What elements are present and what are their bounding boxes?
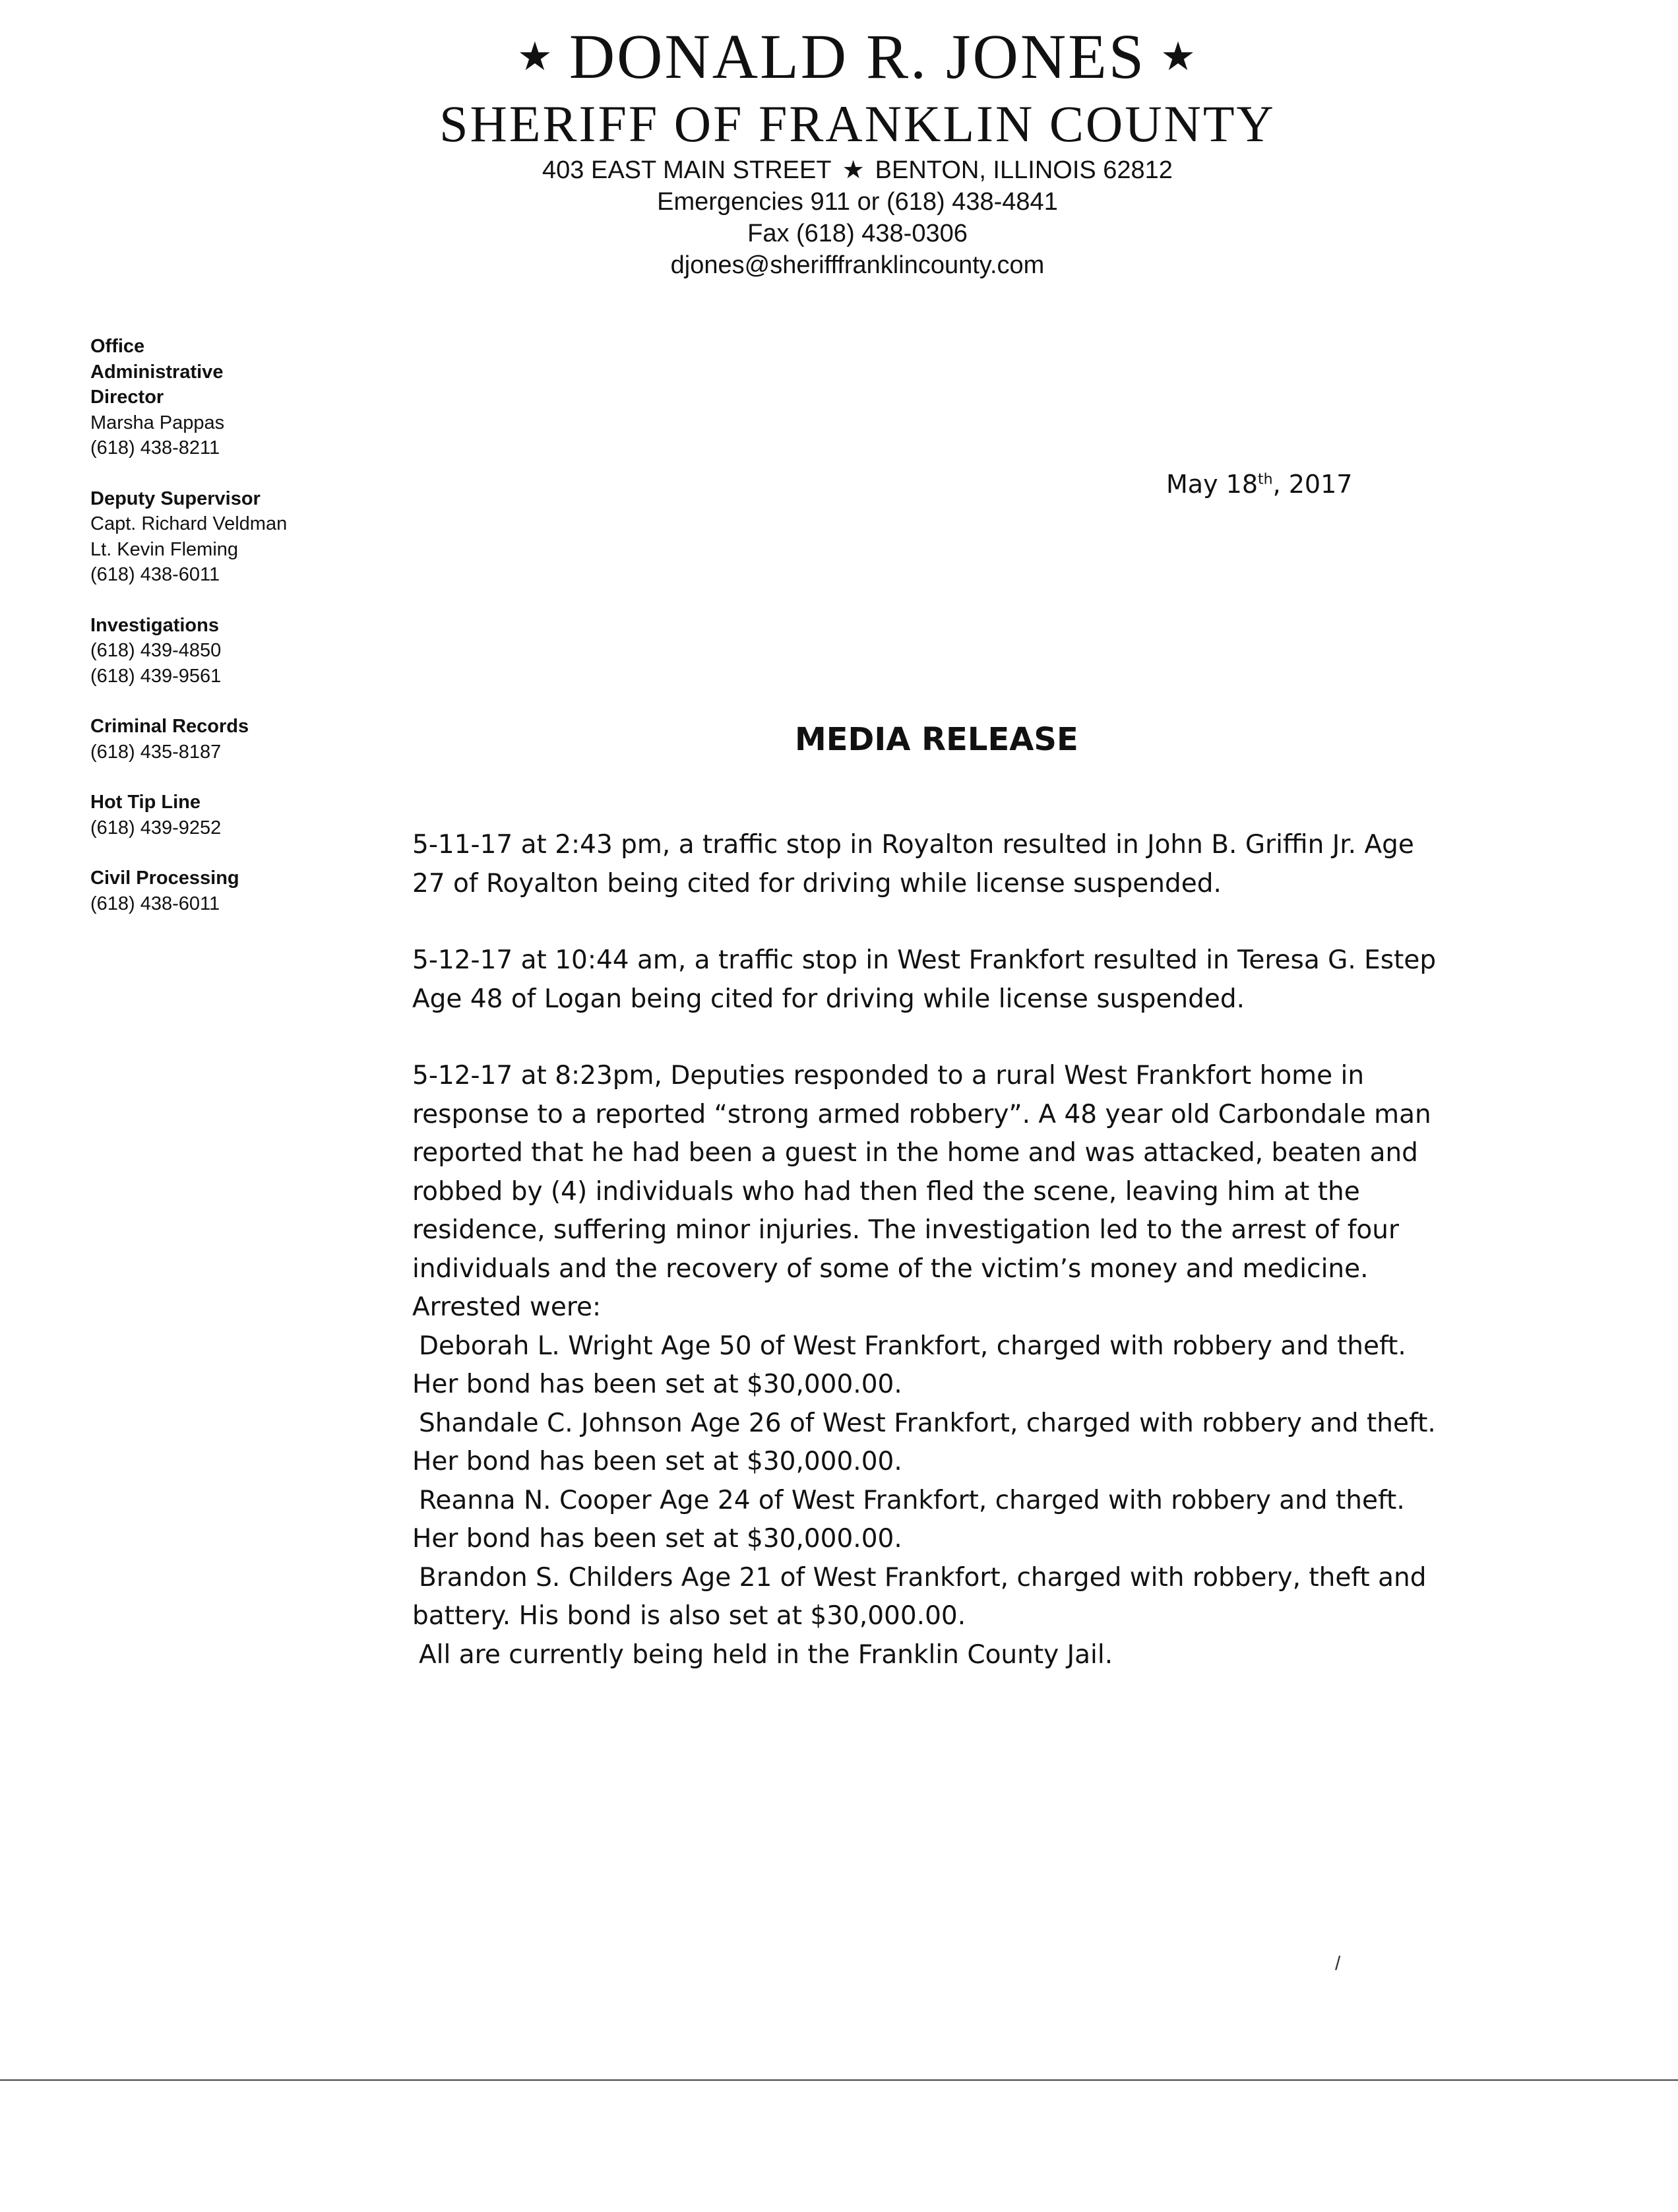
arrestee-bond: battery. His bond is also set at $30,000.00. xyxy=(412,1601,966,1631)
release-paragraph: 5-12-17 at 10:44 am, a traffic stop in West Frankfort resulted in Teresa G. Estep Age 48 of Logan being cited for driving while license suspended. xyxy=(412,945,1437,1014)
arrestee-line: Deborah L. Wright Age 50 of West Frankfort, charged with robbery and theft. xyxy=(419,1331,1406,1361)
contact-detail: (618) 439-9561 xyxy=(90,665,222,687)
contact-heading: Hot Tip Line xyxy=(90,792,201,813)
arrestee-bond: Her bond has been set at $30,000.00. xyxy=(412,1447,902,1476)
release-date xyxy=(1166,470,1352,499)
star-icon: ★ xyxy=(842,156,865,184)
release-body xyxy=(412,826,1448,1674)
star-icon: ★ xyxy=(517,35,555,79)
contact-heading: Investigations xyxy=(90,614,219,636)
contact-detail: (618) 438-6011 xyxy=(90,564,220,585)
date-month-day: May 18 xyxy=(1166,470,1258,499)
arrestee-bond: Her bond has been set at $30,000.00. xyxy=(412,1370,902,1399)
star-icon: ★ xyxy=(1160,35,1198,79)
contact-heading: Office Administrative Director xyxy=(90,336,224,408)
contact-detail: (618) 438-8211 xyxy=(90,437,220,458)
letterhead xyxy=(369,20,1346,281)
arrestee-line: Shandale C. Johnson Age 26 of West Frankfort, charged with robbery and theft. xyxy=(419,1408,1436,1438)
sheriff-name: DONALD R. JONES xyxy=(569,21,1146,92)
contact-heading: Deputy Supervisor xyxy=(90,488,261,509)
closing-statement: All are currently being held in the Franklin County Jail. xyxy=(419,1639,1113,1670)
arrestee-line: Brandon S. Childers Age 21 of West Frankfort, charged with robbery, theft and xyxy=(419,1562,1427,1593)
contact-sidebar xyxy=(90,334,328,941)
contact-block xyxy=(90,714,328,765)
stray-mark: / xyxy=(1335,1953,1341,1975)
contact-block xyxy=(90,866,328,916)
release-paragraph: 5-12-17 at 8:23pm, Deputies responded to a rural West Frankfort home in response to a reported “strong armed robbery”. A 48 year old Carbondale man reported that he had been a guest in the home and was attacked, beaten and robbed by (4) individuals who had then fled the scene, leaving him at the residence, suffering minor injuries. The investigation led to the arrest of four individuals and the recovery of some of the victim’s money and medicine. xyxy=(412,1061,1431,1284)
contact-heading: Civil Processing xyxy=(90,868,239,889)
address-city: BENTON, ILLINOIS 62812 xyxy=(875,156,1173,184)
address-street: 403 EAST MAIN STREET xyxy=(542,156,832,184)
contact-detail: (618) 435-8187 xyxy=(90,741,222,763)
footer-rule xyxy=(0,2079,1678,2081)
sheriff-title: SHERIFF OF FRANKLIN COUNTY xyxy=(439,95,1276,152)
contact-block xyxy=(90,790,328,840)
arrestee-line: Reanna N. Cooper Age 24 of West Frankfort, charged with robbery and theft. xyxy=(419,1485,1405,1515)
media-release-heading: MEDIA RELEASE xyxy=(795,721,1078,758)
office-address xyxy=(369,154,1346,186)
arrestee-bond: Her bond has been set at $30,000.00. xyxy=(412,1524,902,1554)
email-address: djones@sherifffranklincounty.com xyxy=(670,251,1045,279)
contact-detail: Lt. Kevin Fleming xyxy=(90,538,239,560)
contact-detail: (618) 438-6011 xyxy=(90,893,220,914)
contact-block xyxy=(90,486,328,588)
release-paragraph: 5-11-17 at 2:43 pm, a traffic stop in Royalton resulted in John B. Griffin Jr. Age 27 of Royalton being cited for driving while license suspended. xyxy=(412,830,1414,899)
contact-detail: Capt. Richard Veldman xyxy=(90,513,288,534)
contact-detail: Marsha Pappas xyxy=(90,412,225,433)
contact-heading: Criminal Records xyxy=(90,716,249,737)
sheriff-name-line xyxy=(369,20,1346,94)
contact-block xyxy=(90,613,328,689)
emergency-phone: Emergencies 911 or (618) 438-4841 xyxy=(657,188,1058,216)
fax-number: Fax (618) 438-0306 xyxy=(747,220,968,247)
contact-detail: (618) 439-4850 xyxy=(90,640,222,661)
date-suffix: th xyxy=(1258,471,1273,488)
contact-detail: (618) 439-9252 xyxy=(90,817,222,838)
contact-block xyxy=(90,334,328,461)
date-year: , 2017 xyxy=(1272,470,1353,499)
arrested-intro: Arrested were: xyxy=(412,1292,602,1322)
